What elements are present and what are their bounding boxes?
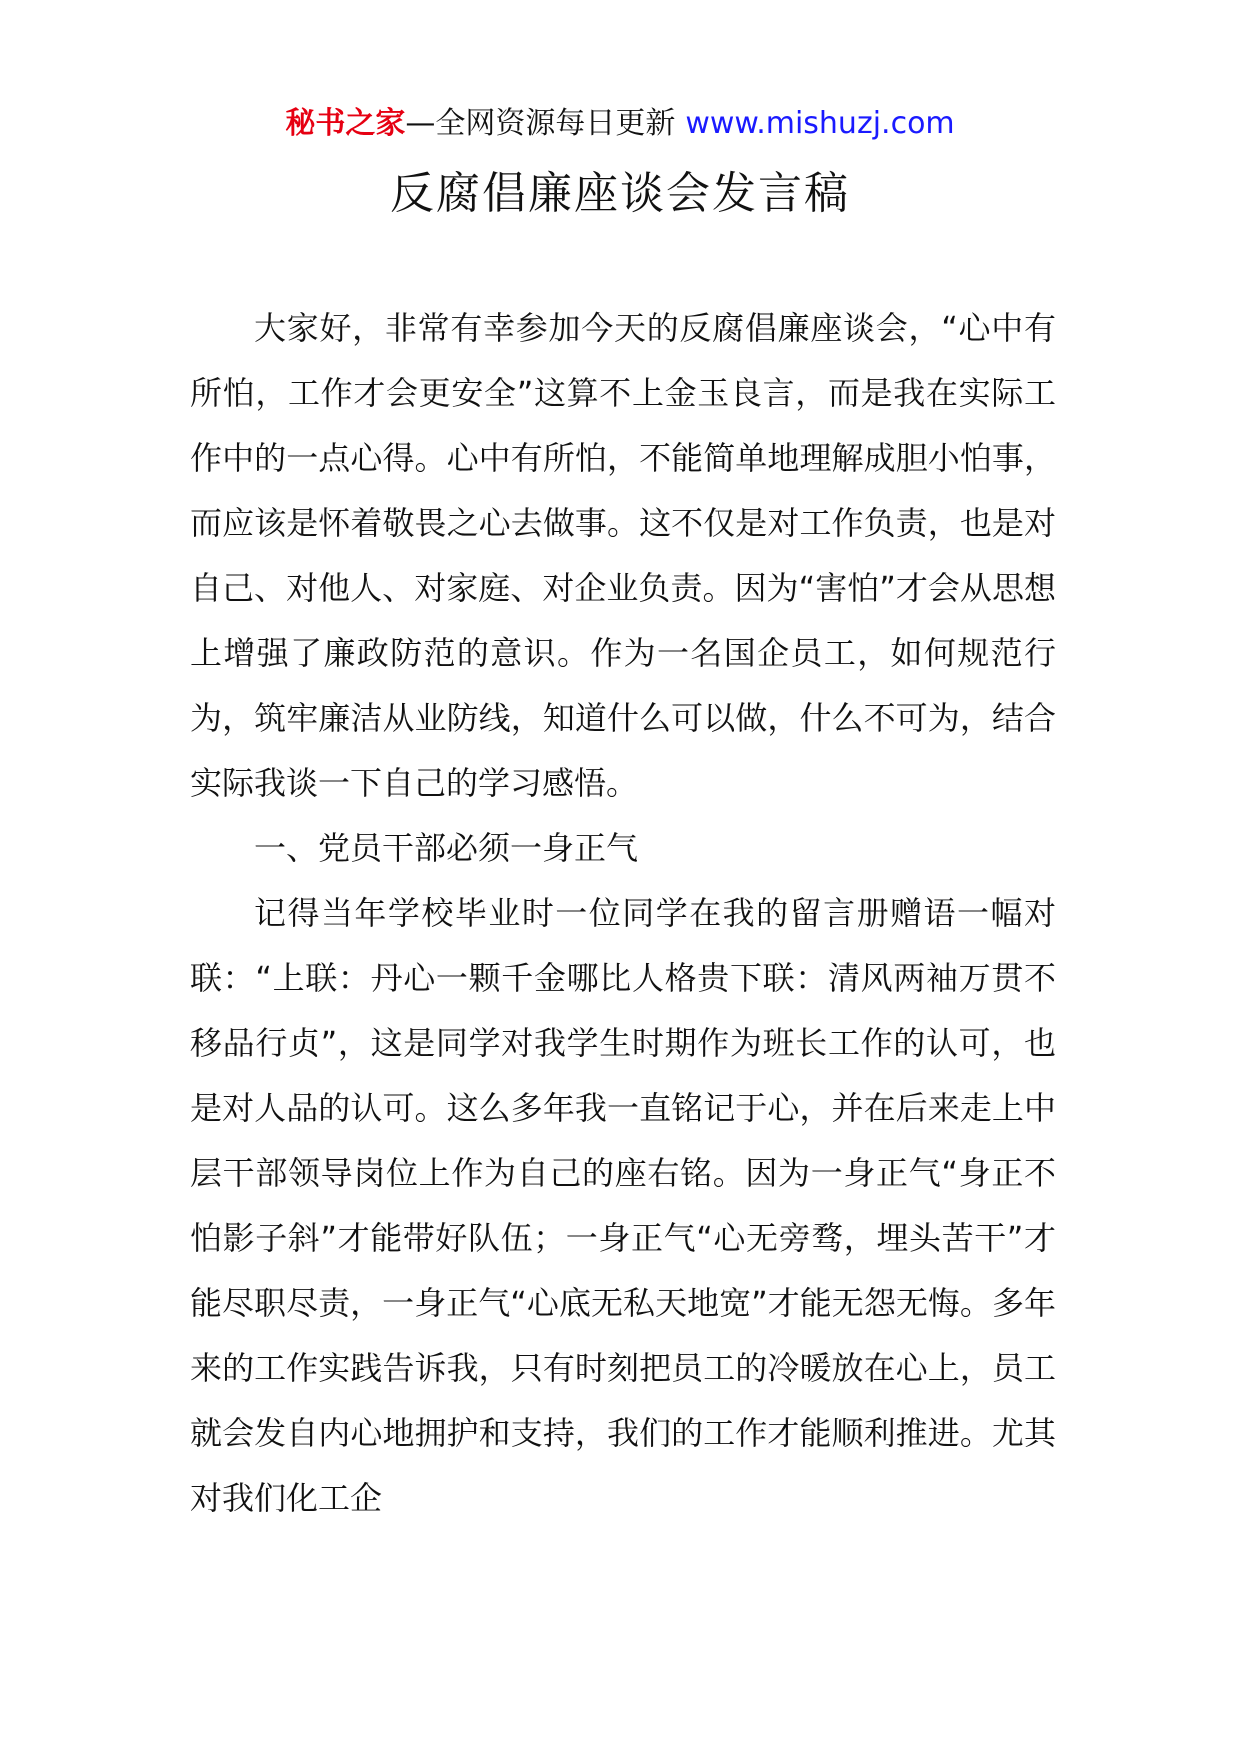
paragraph-intro: 大家好，非常有幸参加今天的反腐倡廉座谈会，“心中有所怕，工作才会更安全”这算不上金玉良言，而是我在实际工作中的一点心得。心中有所怕，不能简单地理解成胆小怕事，而应该是怀着敬畏之心去做事。这不仅是对工作负责，也是对自己、对他人、对家庭、对企业负责。因为“害怕”才会从思想上增强了廉政防范的意识。作为一名国企员工，如何规范行为，筑牢廉洁从业防线，知道什么可以做，什么不可为，结合实际我谈一下自己的学习感悟。 — [190, 309, 1056, 802]
brand-name: 秘书之家 — [285, 106, 406, 141]
website-link[interactable]: www.mishuzj.com — [685, 106, 955, 141]
section-heading: 一、党员干部必须一身正气 — [254, 829, 639, 867]
paragraph-section-1: 记得当年学校毕业时一位同学在我的留言册赠语一幅对联：“上联：丹心一颗千金哪比人格贵下联：清风两袖万贯不移品行贞”，这是同学对我学生时期作为班长工作的认可，也是对人品的认可。这么多年我一直铭记于心，并在后来走上中层干部领导岗位上作为自己的座右铭。因为一身正气“身正不怕影子斜”才能带好队伍；一身正气“心无旁骛，埋头苦干”才能尽职尽责，一身正气“心底无私天地宽”才能无怨无悔。多年来的工作实践告诉我，只有时刻把员工的冷暖放在心上，员工就会发自内心地拥护和支持，我们的工作才能顺利推进。尤其对我们化工企 — [190, 894, 1056, 1517]
document-title: 反腐倡廉座谈会发言稿 — [390, 168, 850, 219]
document-body — [190, 296, 1056, 1531]
banner-tagline: —全网资源每日更新 — [405, 106, 676, 141]
site-banner — [0, 104, 1240, 144]
